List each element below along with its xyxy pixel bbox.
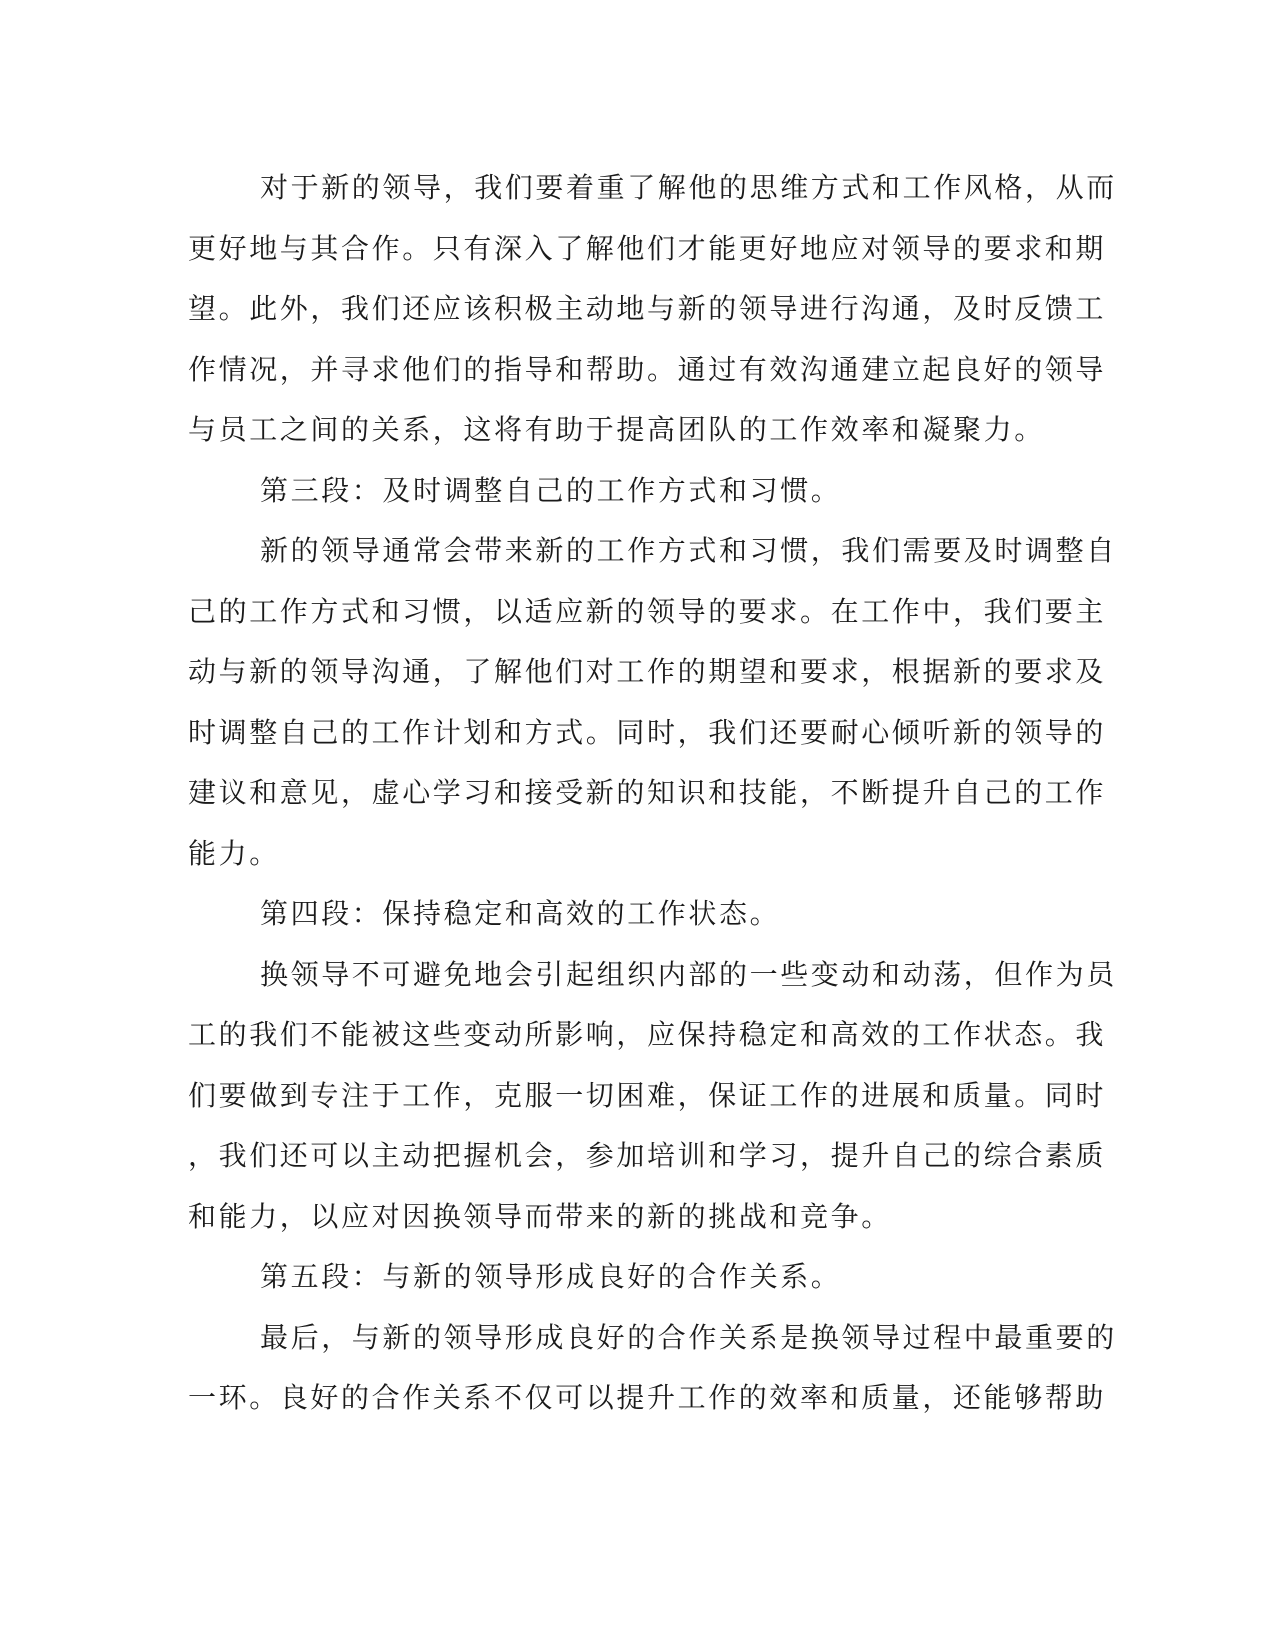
body-text-line: 时调整自己的工作计划和方式。同时，我们还要耐心倾听新的领导的 <box>188 715 1107 749</box>
body-text-line: 和能力，以应对因换领导而带来的新的挑战和竞争。 <box>188 1199 892 1233</box>
body-text-line: 建议和意见，虚心学习和接受新的知识和技能，不断提升自己的工作 <box>188 776 1107 809</box>
body-text-line: 己的工作方式和习惯，以适应新的领导的要求。在工作中，我们要主 <box>188 594 1107 628</box>
body-text-line: 最后，与新的领导形成良好的合作关系是换领导过程中最重要的 <box>260 1320 1117 1354</box>
body-text-line: 一环。良好的合作关系不仅可以提升工作的效率和质量，还能够帮助 <box>188 1381 1107 1414</box>
body-text-line: 动与新的领导沟通，了解他们对工作的期望和要求，根据新的要求及 <box>188 655 1107 688</box>
body-text-line: 新的领导通常会带来新的工作方式和习惯，我们需要及时调整自 <box>260 534 1117 567</box>
section-heading-5: 第五段：与新的领导形成良好的合作关系。 <box>260 1260 842 1293</box>
body-text-line: 换领导不可避免地会引起组织内部的一些变动和动荡，但作为员 <box>260 957 1117 991</box>
section-heading-4: 第四段：保持稳定和高效的工作状态。 <box>260 897 781 930</box>
body-text-line: 更好地与其合作。只有深入了解他们才能更好地应对领导的要求和期 <box>188 231 1107 265</box>
body-text-line: ，我们还可以主动把握机会，参加培训和学习，提升自己的综合素质 <box>188 1139 1107 1172</box>
body-text-line: 作情况，并寻求他们的指导和帮助。通过有效沟通建立起良好的领导 <box>188 352 1107 386</box>
document-body <box>188 158 1117 1429</box>
body-text-line: 与员工之间的关系，这将有助于提高团队的工作效率和凝聚力。 <box>188 413 1045 446</box>
body-text-line: 对于新的领导，我们要着重了解他的思维方式和工作风格，从而 <box>260 171 1117 204</box>
body-text-line: 望。此外，我们还应该积极主动地与新的领导进行沟通，及时反馈工 <box>188 292 1107 325</box>
body-text-line: 工的我们不能被这些变动所影响，应保持稳定和高效的工作状态。我 <box>188 1018 1107 1051</box>
body-text-line: 们要做到专注于工作，克服一切困难，保证工作的进展和质量。同时 <box>188 1078 1107 1112</box>
body-text-line: 能力。 <box>188 836 280 870</box>
section-heading-3: 第三段：及时调整自己的工作方式和习惯。 <box>260 473 842 507</box>
